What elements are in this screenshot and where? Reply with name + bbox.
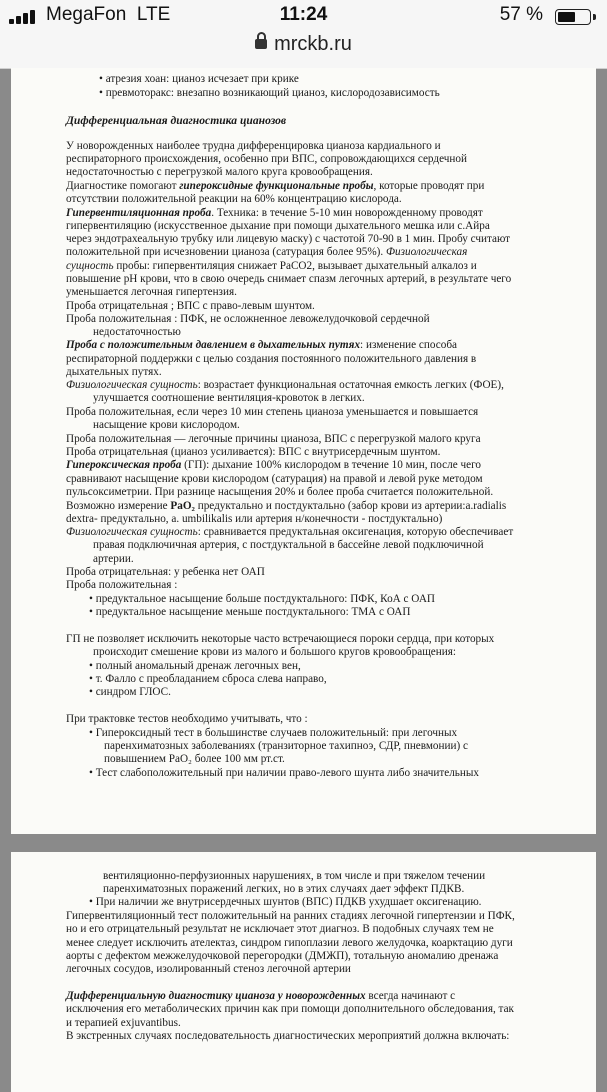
- text-run: улучшается соотношение вентиляция-кровоток в легких.: [93, 392, 365, 404]
- text-line: [93, 553, 134, 566]
- text-line: [66, 140, 441, 153]
- text-line: [66, 910, 515, 923]
- text-run: Физиологическая: [386, 246, 468, 258]
- text-run: через эндотрахеальную трубку или лицевую маску) с частотой 70-90 в 1 мин. Пробу считают: [66, 233, 511, 245]
- text-run: : изменение способа: [360, 339, 457, 351]
- text-run: Возможно измерение: [66, 500, 171, 512]
- text-run: При трактовке тестов необходимо учитывать, что :: [66, 713, 308, 725]
- text-line: [66, 313, 430, 326]
- text-run: • полный аномальный дренаж легочных вен,: [89, 660, 301, 672]
- document-page-2: [11, 852, 596, 1092]
- text-line: [66, 246, 467, 259]
- text-run: • Тест слабоположительный при наличии право-левого шунта либо значительных: [89, 767, 480, 779]
- battery-icon: [555, 9, 591, 25]
- text-run: • При наличии же внутрисердечных шунтов (ВПС) ПДКВ ухудшает оксигенацию.: [89, 896, 482, 908]
- text-line: [66, 286, 237, 299]
- text-line: [66, 923, 494, 936]
- text-run: • синдром ГЛОС.: [89, 686, 171, 698]
- text-run: • предуктальное насыщение больше постдуктального: ПФК, КоА с ОАП: [89, 593, 435, 605]
- text-line: [103, 883, 464, 896]
- text-line: [66, 1003, 514, 1016]
- text-line: [66, 963, 351, 976]
- text-line: [93, 646, 456, 659]
- text-line: [66, 233, 510, 246]
- text-run: dextra- предуктально, a. umbilikalis или артерия н/конечности - постдуктально): [66, 513, 443, 525]
- text-run: Гипервентиляционная проба: [66, 207, 212, 219]
- text-line: [89, 727, 457, 740]
- text-run: аорты с дефектом межжелудочковой перегородки (ДМЖП), тотальную аномалию дренажа: [66, 950, 499, 962]
- text-run: Проба положительная :: [66, 579, 178, 591]
- text-line: [66, 339, 457, 352]
- text-line: [93, 419, 240, 432]
- text-run: артерии.: [93, 553, 134, 565]
- text-line: [104, 740, 468, 753]
- text-line: [66, 153, 467, 166]
- text-run: (ГП): дыхание 100% кислородом в течение 10 мин, после чего: [181, 459, 481, 471]
- text-run: повышение pH крови, что в свою очередь снимает спазм легочных артерий, в результате чего: [66, 273, 512, 285]
- text-line: [66, 180, 484, 193]
- carrier-name: MegaFon: [46, 4, 127, 25]
- text-run: пробы: гипервентиляция снижает PaCO2, вызывает дыхательный алкалоз и: [113, 260, 477, 272]
- text-run: менее следует исключить ателектаз, синдром гипоплазии левого желудочка, коарктацию дуги: [66, 937, 513, 949]
- text-run: происходит смешение крови из малого и большого кругов кровообращения:: [93, 646, 456, 658]
- text-run: вентиляционно-перфузионных нарушениях, в том числе и при тяжелом течении: [103, 870, 486, 882]
- text-run: гипероксидные функциональные пробы: [179, 180, 374, 192]
- text-line: [93, 326, 181, 339]
- text-run: Проба отрицательная ; ВПС с право-левым шунтом.: [66, 300, 315, 312]
- text-run: гипервентиляцию (искусственное дыхание при помощи дыхательного мешка или с.Айра: [66, 220, 490, 232]
- clock: 11:24: [279, 4, 328, 25]
- text-run: Проба отрицательная: у ребенка нет ОАП: [66, 566, 265, 578]
- text-line: [66, 1017, 181, 1030]
- text-line: [93, 539, 484, 552]
- status-bar: [0, 0, 607, 69]
- text-line: [66, 114, 286, 128]
- battery-percent: 57 %: [499, 4, 543, 25]
- text-run: всегда начинают с: [365, 990, 456, 1002]
- text-run: Диагностике помогают: [66, 180, 180, 192]
- text-line: [66, 406, 478, 419]
- battery-tip: [593, 14, 596, 20]
- document-page-1: [11, 68, 596, 834]
- text-line: [66, 366, 162, 379]
- text-run: недостаточностью с перегрузкой малого круга кровообращения.: [66, 166, 373, 178]
- lock-icon: [255, 39, 267, 49]
- text-run: Проба с положительным давлением в дыхательных путях: [66, 339, 361, 351]
- section-heading: Дифференциальная диагностика цианозов: [66, 114, 287, 127]
- text-run: . Техника: в течение 5-10 мин новорожденному проводят: [211, 207, 483, 219]
- text-run: Проба положительная — легочные причины цианоза, ВПС с перегрузкой малого круга: [66, 433, 481, 445]
- text-line: [66, 990, 455, 1003]
- text-line: [66, 633, 494, 646]
- text-run: Проба отрицательная (цианоз усиливается): ВПС с внутрисердечным шунтом.: [66, 446, 441, 458]
- text-run: исключения его метаболических причин как при помощи дополнительного обследования, так: [66, 1003, 514, 1015]
- text-run: Гипероксическая проба: [66, 459, 182, 471]
- text-run: , которые проводят при: [373, 180, 485, 192]
- text-run: правая подключичная артерия, с постдуктальной в бассейне левой подключичной: [93, 539, 484, 551]
- text-run: Проба положительная, если через 10 мин степень цианоза уменьшается и повышается: [66, 406, 479, 418]
- text-run: респираторной поддержки с целью создания постоянного положительного давления в: [66, 353, 477, 365]
- text-run: • предуктальное насыщение меньше постдуктального: ТМА с ОАП: [89, 606, 411, 618]
- text-run: легочных сосудов, изолированный стеноз легочной артерии: [66, 963, 351, 975]
- text-run: паренхиматозных заболеваниях (транзиторное тахипноэ, СДР, пневмонии) с: [104, 740, 468, 752]
- text-run: PaO₂: [170, 500, 195, 512]
- text-line: [99, 87, 440, 100]
- text-line: [66, 526, 513, 539]
- text-line: [66, 273, 511, 286]
- text-run: пульсоксиметрии. При разнице насыщения 20% и более проба считается положительной.: [66, 486, 494, 498]
- text-line: [66, 713, 308, 726]
- text-line: [66, 500, 506, 513]
- text-run: уменьшается легочная гипертензия.: [66, 286, 237, 298]
- text-run: Физиологическая сущность: [66, 526, 198, 538]
- text-run: сравнивают насыщение крови кислородом (сатурация) на правой и левой руке методом: [66, 473, 483, 485]
- text-line: [66, 486, 493, 499]
- text-run: Проба положительная : ПФК, не осложненное левожелудочковой сердечной: [66, 313, 430, 325]
- text-line: [89, 896, 481, 909]
- text-line: [66, 166, 373, 179]
- text-run: отсутствии положительной реакции на 60% концентрацию кислорода.: [66, 193, 402, 205]
- battery-level-fill: [558, 12, 575, 22]
- text-line: [89, 593, 435, 606]
- address-bar[interactable]: [0, 33, 607, 56]
- text-line: [66, 937, 513, 950]
- text-line: [89, 660, 301, 673]
- text-line: [66, 300, 315, 313]
- text-line: [66, 473, 483, 486]
- text-line: [66, 513, 442, 526]
- text-run: и терапией exjuvantibus.: [66, 1017, 181, 1029]
- text-line: [89, 686, 171, 699]
- text-line: [89, 606, 410, 619]
- text-run: Дифференциальную диагностику цианоза у новорожденных: [66, 990, 366, 1002]
- text-line: [89, 673, 327, 686]
- text-run: ГП не позволяет исключить некоторые часто встречающиеся пороки сердца, при которых: [66, 633, 495, 645]
- text-run: дыхательных путях.: [66, 366, 162, 378]
- text-run: паренхиматозных поражений легких, но в этих случаях дает эффект ПДКВ.: [103, 883, 465, 895]
- text-line: [66, 446, 440, 459]
- text-run: : возрастает функциональная остаточная емкость легких (ФОЕ),: [197, 379, 504, 391]
- text-line: [66, 207, 483, 220]
- text-run: • Гипероксидный тест в большинстве случаев положительный: при легочных: [89, 727, 458, 739]
- text-run: положительной при исчезновении цианоза (сатурация более 95%).: [66, 246, 387, 258]
- text-line: [66, 220, 490, 233]
- text-line: [66, 566, 265, 579]
- text-run: недостаточностью: [93, 326, 181, 338]
- text-run: предуктально и постдуктально (забор крови из артерии:a.radialis: [194, 500, 507, 512]
- text-run: Физиологическая сущность: [66, 379, 198, 391]
- text-line: [66, 193, 402, 206]
- text-run: насыщение крови кислородом.: [93, 419, 240, 431]
- text-run: : сравнивается предуктальная оксигенация, которую обеспечивает: [197, 526, 514, 538]
- text-line: [104, 753, 285, 766]
- text-line: [66, 379, 504, 392]
- text-line: [99, 73, 299, 86]
- text-run: У новорожденных наиболее трудна дифференцировка цианоза кардиального и: [66, 140, 441, 152]
- network-type: LTE: [136, 4, 171, 25]
- text-line: [89, 767, 479, 780]
- text-run: • атрезия хоан: цианоз исчезает при крике: [99, 73, 299, 85]
- text-run: повышением PaO₂ более 100 мм рт.ст.: [104, 753, 285, 765]
- text-line: [66, 459, 481, 472]
- text-line: [66, 433, 481, 446]
- text-run: но и его отрицательный результат не исключает этот диагноз. В подобных случаях тем не: [66, 923, 494, 935]
- text-run: Гипервентиляционный тест положительный на ранних стадиях легочной гипертензии и ПФК,: [66, 910, 515, 922]
- text-line: [66, 579, 177, 592]
- text-run: В экстренных случаях последовательность диагностических мероприятий должна включать:: [66, 1030, 510, 1042]
- text-line: [103, 870, 485, 883]
- url-text: mrckb.ru: [274, 33, 352, 55]
- text-run: респираторного происхождения, особенно при ВПС, сопровождающихся сердечной: [66, 153, 467, 165]
- text-run: • превмоторакс: внезапно возникающий цианоз, кислородозависимость: [99, 87, 440, 99]
- text-line: [66, 260, 477, 273]
- text-run: сущность: [66, 260, 114, 272]
- text-line: [66, 353, 476, 366]
- text-line: [93, 392, 365, 405]
- text-line: [66, 950, 498, 963]
- text-run: • т. Фалло с преобладанием сброса слева направо,: [89, 673, 327, 685]
- text-line: [66, 1030, 509, 1043]
